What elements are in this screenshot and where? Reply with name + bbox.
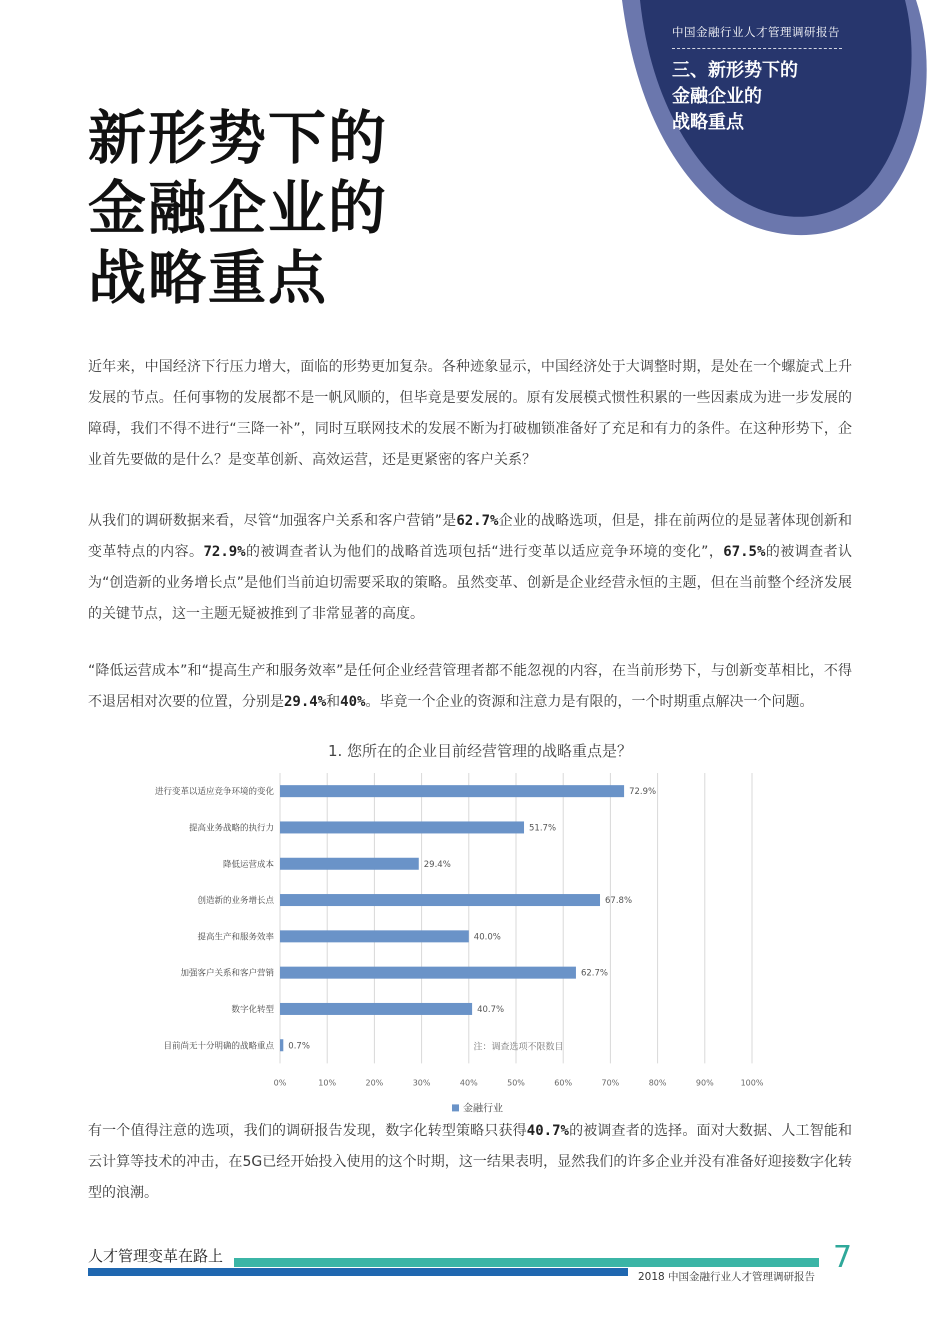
bar [280,967,576,979]
bar [280,1039,283,1051]
x-tick-label: 10% [318,1078,337,1088]
header-section-title: 三、新形势下的 金融企业的 战略重点 [672,60,798,133]
category-label: 降低运营成本 [222,859,274,870]
footer-blue-bar [88,1268,628,1276]
header-report-name: 中国金融行业人才管理调研报告 [672,25,840,39]
chart-title: 1. 您所在的企业目前经营管理的战略重点是？ [327,742,633,760]
bar [280,821,524,833]
data-label: 0.7% [288,1041,310,1052]
bar [280,1003,472,1015]
footer-teal-bar [234,1258,819,1267]
data-label: 62.7% [580,968,608,979]
category-label: 提高生产和服务效率 [197,932,274,943]
header-divider [672,48,842,49]
data-label: 72.9% [629,787,657,798]
page-title: 新形势下的 金融企业的 战略重点 [88,104,389,312]
bar [280,858,419,870]
category-label: 进行变革以适应竞争环境的变化 [154,787,274,798]
bar-chart [0,760,940,1120]
x-tick-label: 60% [554,1078,573,1088]
x-tick-label: 70% [601,1078,620,1088]
x-tick-label: 90% [695,1078,714,1088]
chart-annotation: 注：调查选项不限数目 [473,1042,564,1053]
category-label: 目前尚无十分明确的战略重点 [163,1041,274,1052]
x-tick-label: 80% [648,1078,667,1088]
data-label: 40.7% [477,1004,505,1015]
x-tick-label: 30% [412,1078,431,1088]
paragraph-1: 近年来，中国经济下行压力增大，面临的形势更加复杂。各种迹象显示，中国经济处于大调整时期，是处在一个螺旋式上升发展的节点。任何事物的发展都不是一帆风顺的，但毕竟是要发展的。原有发展模式惯性积累的一些因素成为进一步发展的障碍，我们不得不进行“三降一补”，同时互联网技术的发展不断为打破枷锁准备好了充足和有力的条件。在这种形势下，企业首先要做的是什么？是变革创新、高效运营，还是更紧密的客户关系？ [88,359,852,468]
paragraph-4: 有一个值得注意的选项，我们的调研报告发现，数字化转型策略只获得40.7%的被调查者的选择。面对大数据、人工智能和云计算等技术的冲击，在5G已经开始投入使用的这个时期，这一结果表明，显然我们的许多企业并没有准备好迎接数字化转型的浪潮。 [88,1123,853,1201]
footer-title: 人才管理变革在路上 [88,1247,224,1265]
x-tick-label: 0% [273,1078,287,1088]
x-tick-label: 20% [365,1078,384,1088]
bar [280,785,624,797]
category-label: 提高业务战略的执行力 [188,823,274,834]
data-label: 40.0% [473,932,501,943]
legend-label: 金融行业 [463,1103,503,1115]
data-label: 67.8% [605,896,633,907]
legend-swatch [452,1104,459,1111]
bar [280,930,469,942]
footer-report-name: 2018 中国金融行业人才管理调研报告 [638,1271,816,1283]
x-tick-label: 50% [507,1078,525,1088]
data-label: 51.7% [529,823,557,834]
bar [280,894,600,906]
category-label: 数字化转型 [231,1004,274,1015]
paragraph-3: “降低运营成本”和“提高生产和服务效率”是任何企业经营管理者都不能忽视的内容，在当前形势下，与创新变革相比，不得不退居相对次要的位置，分别是29.4%和40%。毕竟一个企业的资源和注意力是有限的，一个时期重点解决一个问题。 [88,663,852,710]
category-label: 加强客户关系和客户营销 [180,968,274,979]
x-tick-label: 100% [740,1078,764,1088]
page-number: 7 [833,1240,853,1275]
paragraph-2: 从我们的调研数据来看，尽管“加强客户关系和客户营销”是62.7%企业的战略选项，但是，排在前两位的是显著体现创新和变革特点的内容。72.9%的被调查者认为他们的战略首选项包括“进行变革以适应竞争环境的变化”，67.5%的被调查者认为“创造新的业务增长点”是他们当前迫切需要采取的策略。虽然变革、创新是企业经营永恒的主题，但在当前整个经济发展的关键节点，这一主题无疑被推到了非常显著的高度。 [88,513,853,622]
category-label: 创造新的业务增长点 [197,896,274,907]
data-label: 29.4% [423,859,451,870]
x-tick-label: 40% [459,1078,478,1088]
header-corner-text [672,24,872,136]
